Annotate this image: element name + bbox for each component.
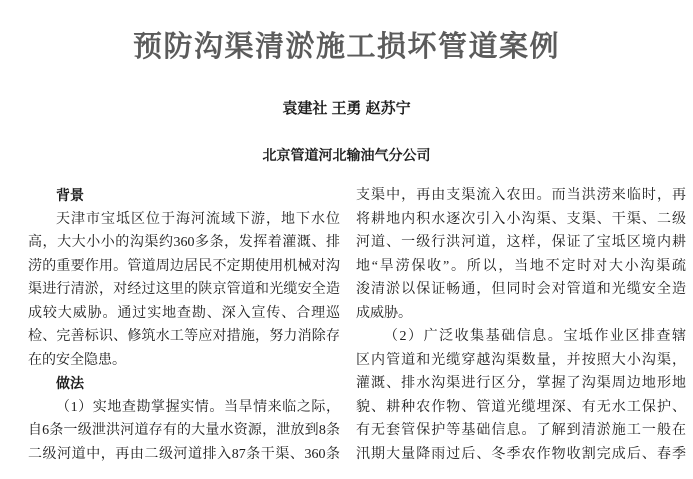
text-line: 在的安全隐患。 — [28, 352, 126, 368]
authors-line: 袁建社 王勇 赵苏宁 — [282, 100, 411, 118]
text-line: 高，大大小小的沟渠约360多条，发挥着灌溉、排 — [28, 235, 340, 251]
text-line: 渠进行清淤，对经过这里的陕京管道和光缆安全造 — [28, 282, 340, 298]
text-line: 灌溉、排水沟渠进行区分，掌握了沟渠周边地形地 — [356, 376, 686, 392]
text-line: 成威胁。 — [356, 305, 412, 321]
text-line: （2）广泛收集基础信息。宝坻作业区排查辖 — [384, 329, 686, 345]
text-line: 浚清淤以保证畅通，但同时会对管道和光缆安全造 — [356, 282, 686, 298]
text-line: 背景 — [56, 187, 84, 204]
text-line: 地“旱涝保收”。所以，当地不定时对大小沟渠疏 — [356, 258, 686, 274]
text-line: 检、完善标识、修筑水工等应对措施，努力消除存 — [28, 329, 340, 345]
text-line: 有无套管保护等基础信息。了解到清淤施工一般在 — [356, 423, 686, 439]
page-title: 预防沟渠清淤施工损坏管道案例 — [132, 31, 560, 63]
text-line: 河道、一级行洪河道，这样，保证了宝坻区境内耕 — [356, 235, 686, 251]
text-line: （1）实地查勘掌握实情。当旱情来临之际， — [56, 399, 340, 415]
text-line: 二级河道中，再由二级河道排入87条干渠、360条 — [28, 446, 340, 462]
text-line: 成较大威胁。通过实地查勘、深入宣传、合理巡 — [28, 305, 340, 321]
left-column — [28, 184, 340, 466]
text-line: 涝的重要作用。管道周边居民不定期使用机械对沟 — [28, 258, 340, 274]
text-line: 支渠中，再由支渠流入农田。而当洪涝来临时，再 — [356, 188, 686, 204]
text-line: 貌、耕种农作物、管道光缆埋深、有无水工保护、 — [356, 399, 686, 415]
text-line: 天津市宝坻区位于海河流域下游，地下水位 — [56, 211, 340, 227]
text-line: 自6条一级泄洪河道存有的大量水资源，泄放到8条 — [28, 423, 340, 439]
text-line: 做法 — [56, 375, 84, 392]
text-line: 汛期大量降雨过后、冬季农作物收割完成后、春季 — [356, 446, 686, 462]
text-line: 区内管道和光缆穿越沟渠数量，并按照大小沟渠， — [356, 352, 686, 368]
right-column — [356, 184, 686, 466]
text-line: 将耕地内积水逐次引入小沟渠、支渠、干渠、二级 — [356, 211, 686, 227]
affiliation-line: 北京管道河北输油气分公司 — [262, 149, 431, 165]
article-body — [0, 184, 693, 466]
